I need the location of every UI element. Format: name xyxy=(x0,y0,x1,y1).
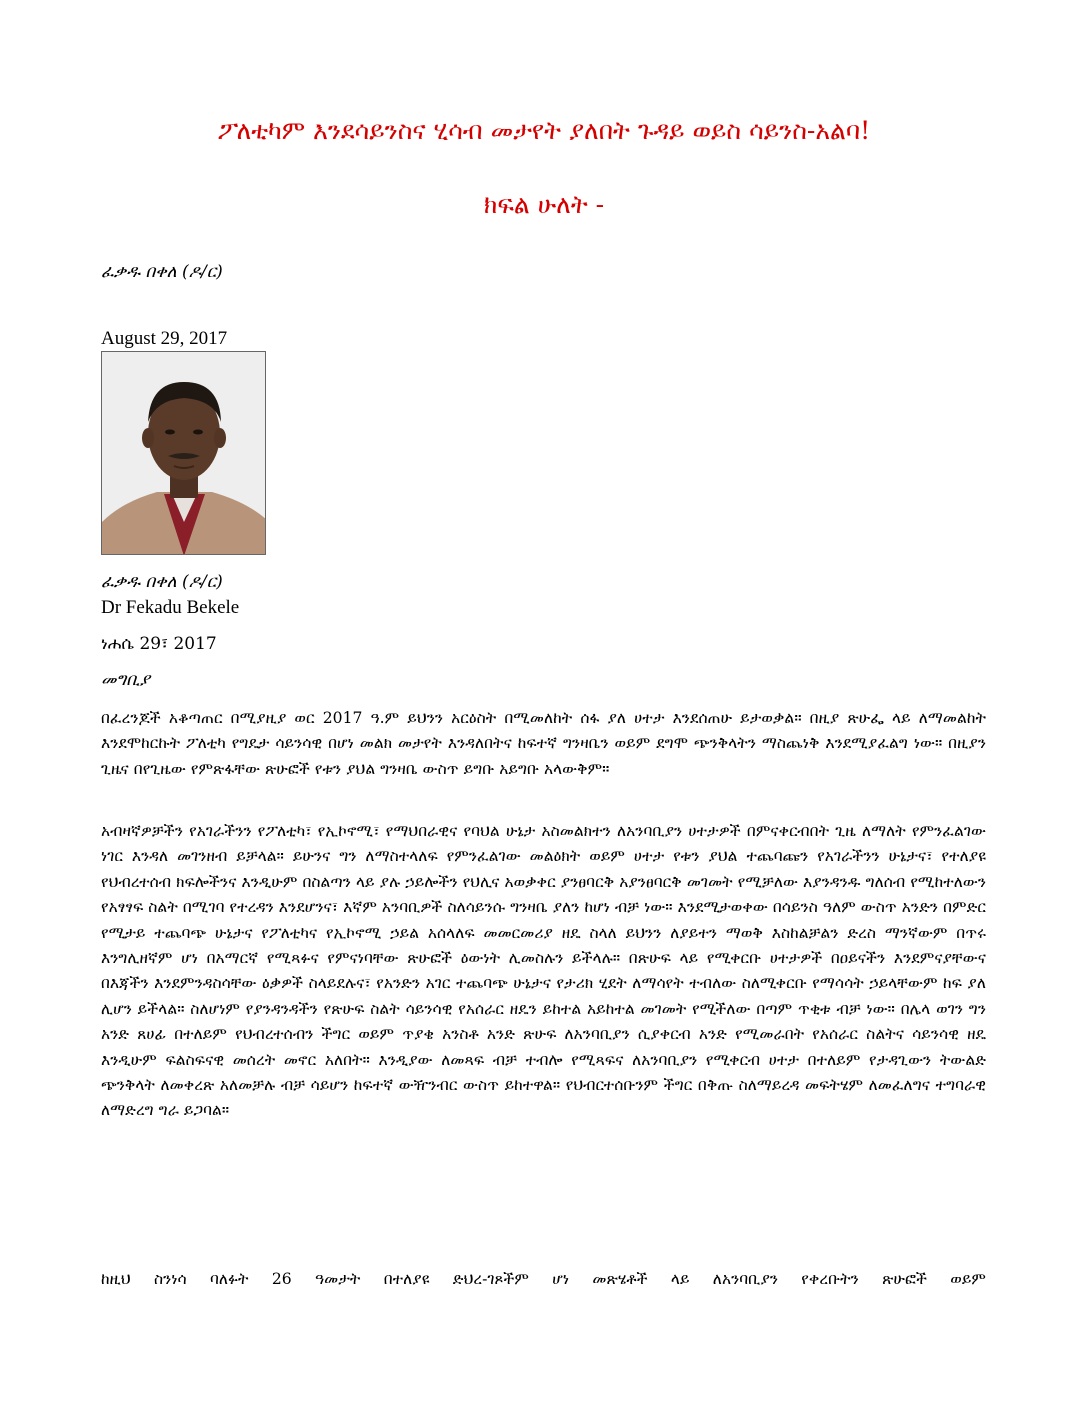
publish-date: August 29, 2017 xyxy=(101,328,228,349)
photo-caption-english: Dr Fekadu Bekele xyxy=(101,597,240,618)
body-paragraph: ከዚህ ስንነሳ ባለፉት 26 ዓመታት በተለያዩ ድህረ-ገጾችም ሆነ መጽሄቶች ላይ ለአንባቢያን የቀረቡትን ጽሁፎች ወይም xyxy=(101,1270,986,1288)
article-subtitle: ክፍል ሁለት - xyxy=(483,190,605,219)
section-heading: መግቢያ xyxy=(101,670,150,690)
author-photo xyxy=(101,351,266,555)
body-paragraph: በፈረንጆች አቆጣጠር በሚያዚያ ወር 2017 ዓ.ም ይህንን አርዕስት በሚመለከት ሰፋ ያለ ሀተታ እንደሰጠሁ ይታወቃል። በዚያ ጽሁፌ ላይ ለማመልከት እንደሞከርኩት ፖለቲካ የግዴታ ሳይንሳዊ በሆነ መልክ መታየት እንዳለበትና ከፍተኛ ግንዛቤን ወይም ደግሞ ጭንቅላትን ማስጨነቅ እንደሚያፈልግ ነው። በዚያን ጊዜና በየጊዜው የምጽፋቸው ጽሁፎች የቱን ያህል ግንዛቤ ውስጥ ይግቡ አይግቡ አላውቅም። xyxy=(101,709,986,778)
author-portrait-image xyxy=(102,352,266,555)
author-byline: ፈቃዱ በቀለ (ዶ/ር) xyxy=(101,262,223,282)
article-title: ፖለቲካም እንደሳይንስና ሂሳብ መታየት ያለበት ጉዳይ ወይስ ሳይንስ-አልባ! xyxy=(217,116,871,145)
publish-date-amharic: ነሐሴ 29፣ 2017 xyxy=(101,634,217,654)
photo-caption-amharic: ፈቃዱ በቀለ (ዶ/ር) xyxy=(101,572,223,592)
body-paragraph: አብዛኛዎቻችን የአገራችንን የፖለቲካ፣ የኢኮኖሚ፣ የማህበራዊና የባህል ሁኔታ አስመልክተን ለአንባቢያን ሀተታዎች በምናቀርብበት ጊዜ ለማለት የምንፈልገው ነገር እንዳለ መገንዘብ ይቻላል። ይሁንና ግን ለማስተላለፍ የምንፈልገው መልዕክት ወይም ሀተታ የቱን ያህል ተጨባጩን የአገራችንን ሁኔታና፣ የተለያዩ የህብረተሰብ ክፍሎችንና እንዲሁም በስልጣን ላይ ያሉ ኃይሎችን የህሊና አወቃቀር ያንፀባርቅ አያንፀባርቅ መገመት የሚቻለው እያንዳንዱ ግለሰብ የሚከተለውን የአፃፃፍ ስልት በሚገባ የተረዳን እንደሆንና፣ እኛም አንባቢዎች ስለሳይንሱ ግንዛቤ ያለን ከሆነ ብቻ ነው። እንደሚታወቀው በሳይንስ ዓለም ውስጥ አንድን በምድር የሚታይ ተጨባጭ ሁኔታና የፖለቲካና የኢኮኖሚ ኃይል አሰላለፍ መመርመሪያ ዘዴ ስላለ ይህንን ለያይተን ማወቅ እስከልቻልን ድረስ ማንኛውም በጥሩ እንግሊዘኛም ሆነ በአማርኛ የሚጻፉና የምናነባቸው ጽሁፎች ዕውነት ሊመስሉን ይችላሉ። በጽሁፍ ላይ የሚቀርቡ ሀተታዎች በዐይናችን እንደምናያቸውና በእጃችን እንደምንዳስሳቸው ዕቃዎች ስላይደሉና፣ የአንድን አገር ተጨባጭ ሁኔታና የታሪክ ሂደት ለማሳየት ተብለው ስለሚቀርቡ የማሳሳት ኃይላቸውም ከፍ ያለ ሊሆን ይችላል። ስለሆነም የያንዳንዳችን የጽሁፍ ስልት ሳይንሳዊ የአሰራር ዘዴን ይከተል አይከተል መገመት የሚችለው በጣም ጥቂቱ ብቻ ነው። በሌላ ወገን ግን አንድ ጸሀፊ በተለይም የህብረተሰብን ችግር ወይም ጥያቄ አንስቶ አንድ ጽሁፍ ለአንባቢያን ሲያቀርብ አንድ የሚመራበት የአሰራር ስልትና ሳይንሳዊ ዘዴ እንዲሁም ፍልስፍናዊ መሰረት መኖር አለበት። እንዲያው ለመጻፍ ብቻ ተብሎ የሚጻፍና ለአንባቢያን የሚቀርብ ሀተታ በተለይም የታዳጊውን ትውልድ ጭንቅላት ለመቀረጽ አለመቻሉ ብቻ ሳይሆን ከፍተኛ ውዥንብር ውስጥ ይከተዋል። የህብርተሰቡንም ችግር በቅጡ ስለማይረዳ መፍትሄም ለመፈለግና ተግባራዊ ለማድረግ ግራ ይጋባል። xyxy=(101,822,986,1120)
